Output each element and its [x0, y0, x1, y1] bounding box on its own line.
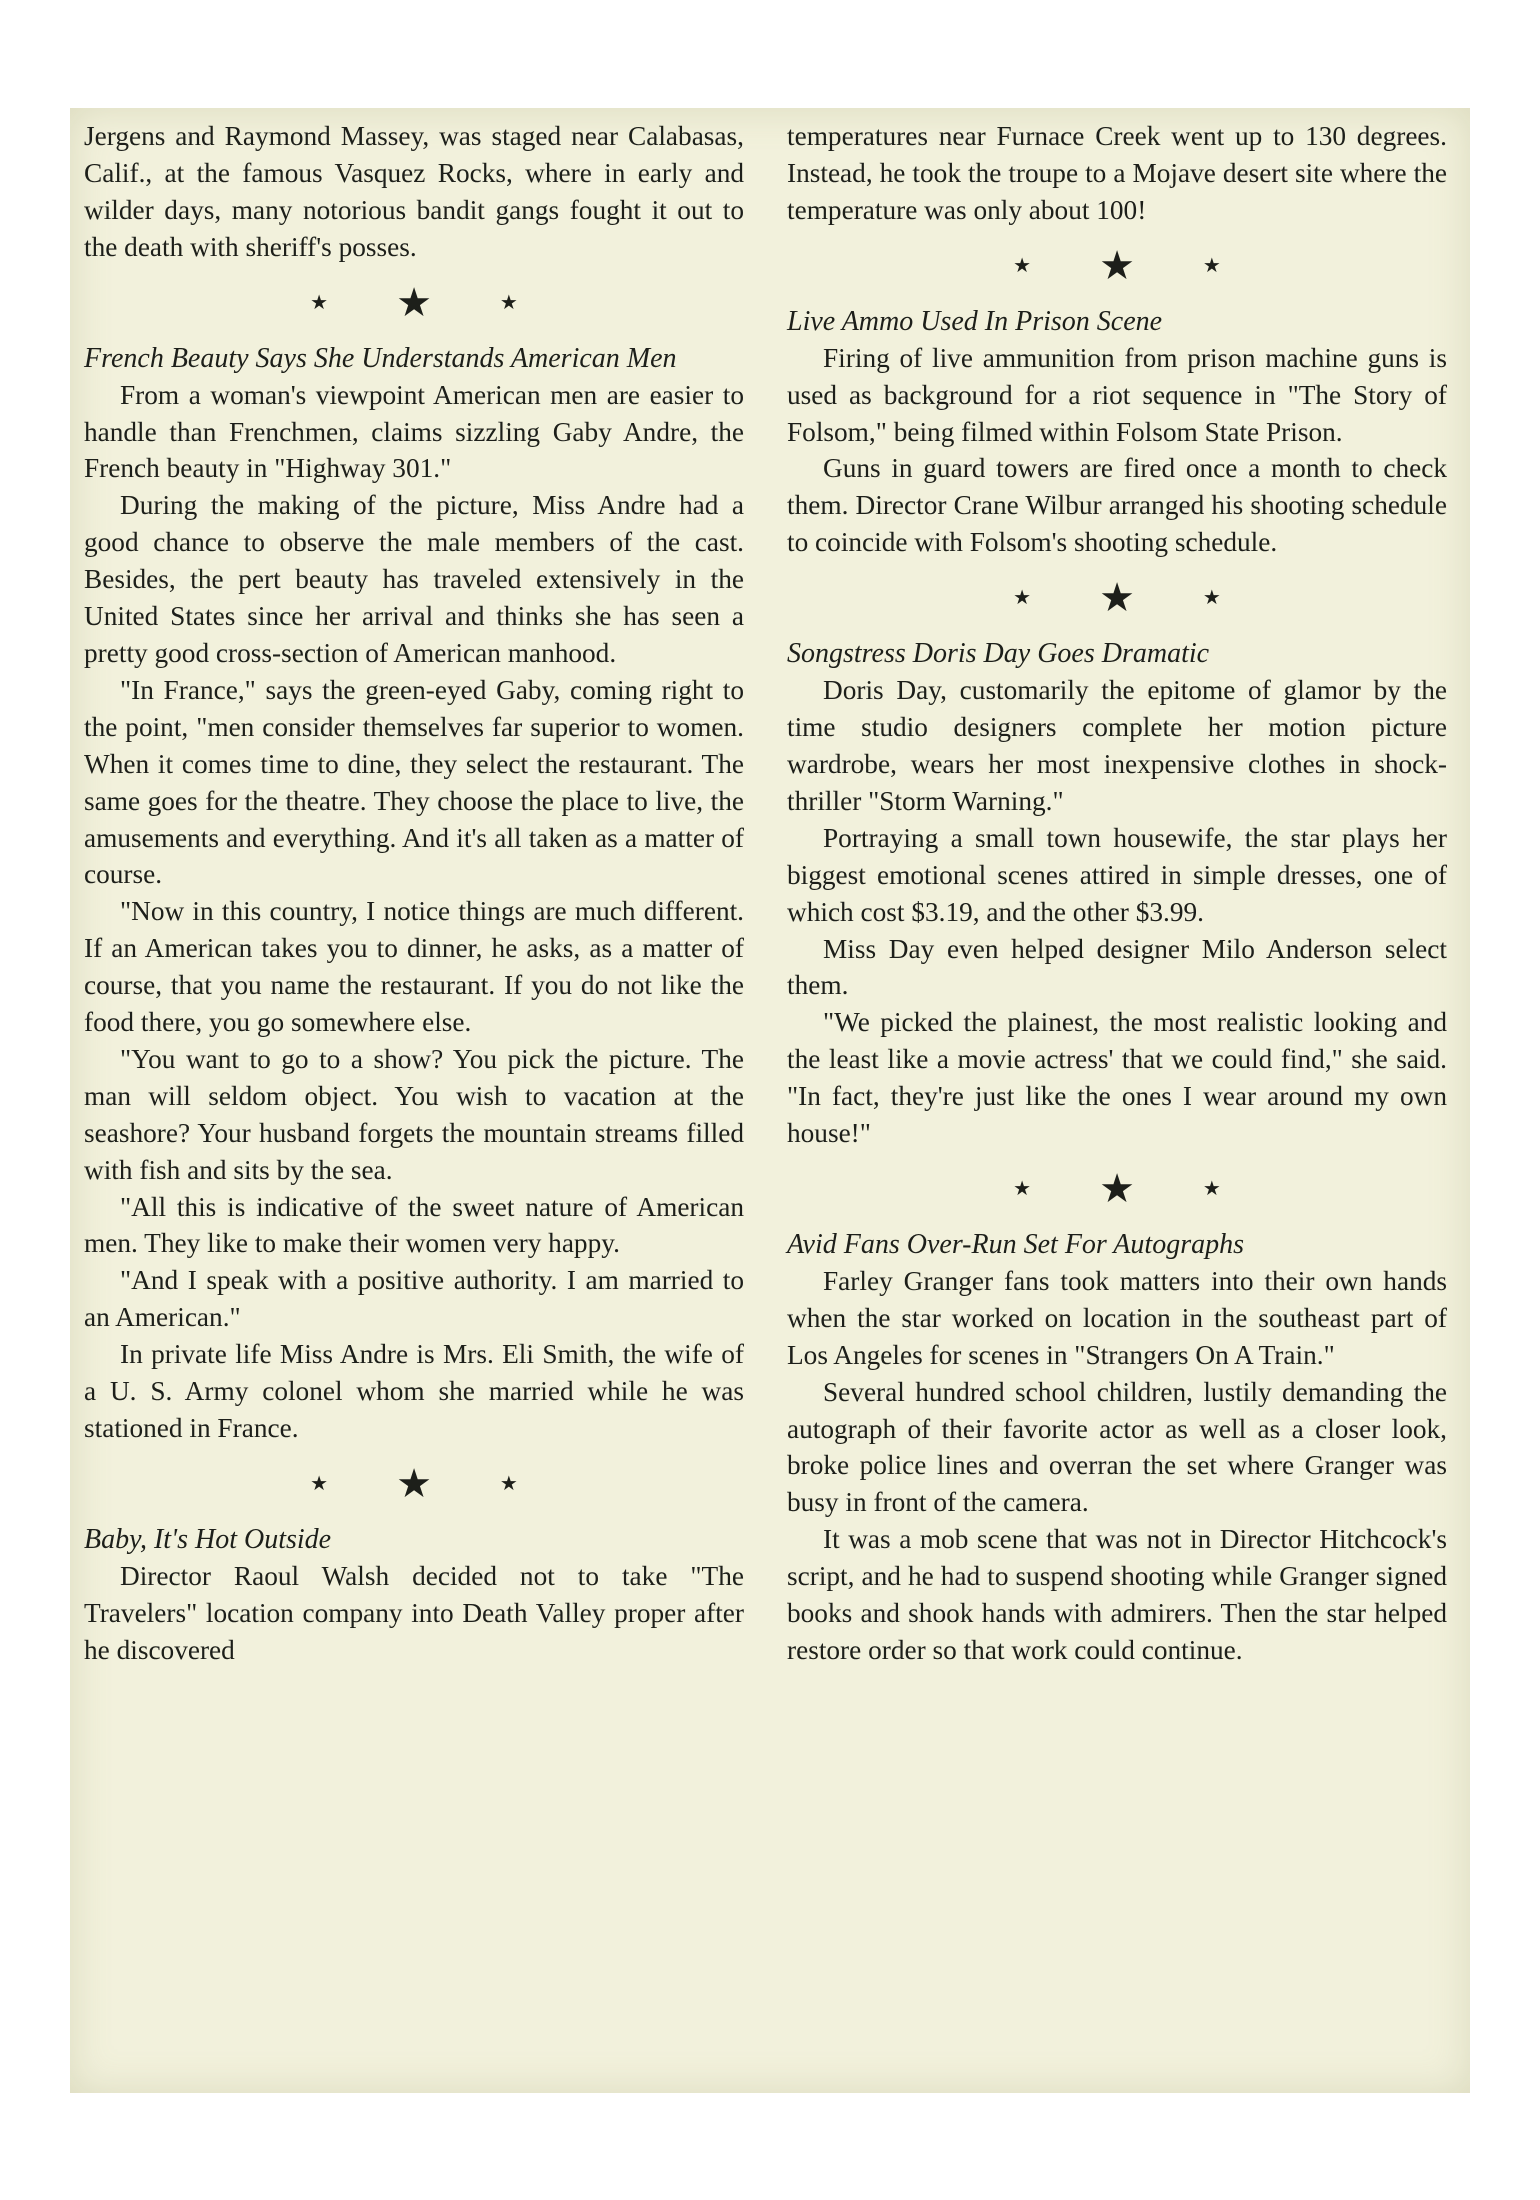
- big-star-icon: ★: [396, 279, 432, 325]
- page-sheet: [70, 108, 1470, 2093]
- article-paragraph: From a woman's viewpoint American men are easier to handle than Frenchmen, claims sizzling Gaby Andre, the French beauty in "Highway 301.": [84, 379, 744, 484]
- star-separator: [787, 561, 1447, 635]
- small-star-icon: ★: [1013, 254, 1032, 277]
- small-star-icon: ★: [1013, 587, 1032, 610]
- small-star-icon: ★: [310, 1472, 329, 1495]
- article-paragraph: Guns in guard towers are fired once a month to check them. Director Crane Wilbur arranged his shooting schedule to coincide with Folsom's shooting schedule.: [787, 453, 1447, 558]
- big-star-icon: ★: [396, 1460, 432, 1506]
- article-paragraph: Firing of live ammunition from prison machine guns is used as background for a riot sequence in "The Story of Folsom," being filmed within Folsom State Prison.: [787, 342, 1447, 447]
- article-paragraph: Miss Day even helped designer Milo Anderson select them.: [787, 933, 1447, 1001]
- article-paragraph: "In France," says the green-eyed Gaby, coming right to the point, "men consider themselves far superior to women. When it comes time to dine, they select the restaurant. The same goes for the theatre. They choose the place to live, the amusements and everything. And it's all taken as a matter of course.: [84, 674, 744, 890]
- article-paragraph: In private life Miss Andre is Mrs. Eli Smith, the wife of a U. S. Army colonel whom she married while he was stationed in France.: [84, 1339, 744, 1443]
- small-star-icon: ★: [310, 291, 329, 314]
- article-paragraph: Several hundred school children, lustily demanding the autograph of their favorite actor as well as a closer look, broke police lines and overran the set where Granger was busy in front of the camera.: [787, 1376, 1447, 1518]
- article-heading: Live Ammo Used In Prison Scene: [787, 305, 1163, 337]
- article-paragraph: Director Raoul Walsh decided not to take "The Travelers" location company into Death Valley proper after he discovered: [84, 1560, 744, 1665]
- article-heading: Avid Fans Over-Run Set For Autographs: [787, 1228, 1244, 1260]
- star-separator: [84, 1447, 744, 1521]
- article-paragraph: "We picked the plainest, the most realistic looking and the least like a movie actress' that we could find," she said. "In fact, they're just like the ones I wear around my own house!": [787, 1007, 1447, 1149]
- continued-paragraph: temperatures near Furnace Creek went up to 130 degrees. Instead, he took the troupe to a Mojave desert site where the temperature was only about 100!: [787, 121, 1447, 225]
- right-column: [787, 118, 1447, 1669]
- small-star-icon: ★: [499, 1472, 518, 1495]
- small-star-icon: ★: [499, 291, 518, 314]
- small-star-icon: ★: [1202, 1177, 1221, 1200]
- big-star-icon: ★: [1099, 1165, 1135, 1211]
- left-column: [84, 118, 744, 1669]
- article-heading: Songstress Doris Day Goes Dramatic: [787, 638, 1210, 670]
- article-paragraph: Farley Granger fans took matters into their own hands when the star worked on location in the southeast part of Los Angeles for scenes in "Strangers On A Train.": [787, 1265, 1447, 1370]
- article-paragraph: "Now in this country, I notice things are much different. If an American takes you to dinner, he asks, as a matter of course, that you name the restaurant. If you do not like the food there, you go somewhere else.: [84, 896, 744, 1038]
- article-heading: Baby, It's Hot Outside: [84, 1523, 332, 1555]
- small-star-icon: ★: [1013, 1177, 1032, 1200]
- small-star-icon: ★: [1202, 254, 1221, 277]
- article-heading: French Beauty Says She Understands American Men: [84, 342, 677, 374]
- article-paragraph: "All this is indicative of the sweet nature of American men. They like to make their women very happy.: [84, 1191, 744, 1259]
- star-separator: [84, 266, 744, 340]
- article-paragraph: During the making of the picture, Miss Andre had a good chance to observe the male members of the cast. Besides, the pert beauty has traveled extensively in the United States since her arrival and thinks she has seen a pretty good cross-section of American manhood.: [84, 490, 744, 668]
- big-star-icon: ★: [1099, 242, 1135, 288]
- big-star-icon: ★: [1099, 575, 1135, 621]
- article-paragraph: Portraying a small town housewife, the star plays her biggest emotional scenes attired in simple dresses, one of which cost $3.19, and the other $3.99.: [787, 822, 1447, 927]
- article-paragraph: "And I speak with a positive authority. I am married to an American.": [84, 1265, 744, 1333]
- article-paragraph: Doris Day, customarily the epitome of glamor by the time studio designers complete her motion picture wardrobe, wears her most inexpensive clothes in shock-thriller "Storm Warning.": [787, 675, 1447, 816]
- article-paragraph: It was a mob scene that was not in Director Hitchcock's script, and he had to suspend shooting while Granger signed books and shook hands with admirers. Then the star helped restore order so that work could continue.: [787, 1524, 1447, 1665]
- star-separator: [787, 229, 1447, 303]
- star-separator: [787, 1152, 1447, 1226]
- intro-paragraph: Jergens and Raymond Massey, was staged near Calabasas, Calif., at the famous Vasquez Rocks, where in early and wilder days, many notorious bandit gangs fought it out to the death with sheriff's posses.: [84, 121, 744, 262]
- article-paragraph: "You want to go to a show? You pick the picture. The man will seldom object. You wish to vacation at the seashore? Your husband forgets the mountain streams filled with fish and sits by the sea.: [84, 1043, 744, 1185]
- small-star-icon: ★: [1202, 587, 1221, 610]
